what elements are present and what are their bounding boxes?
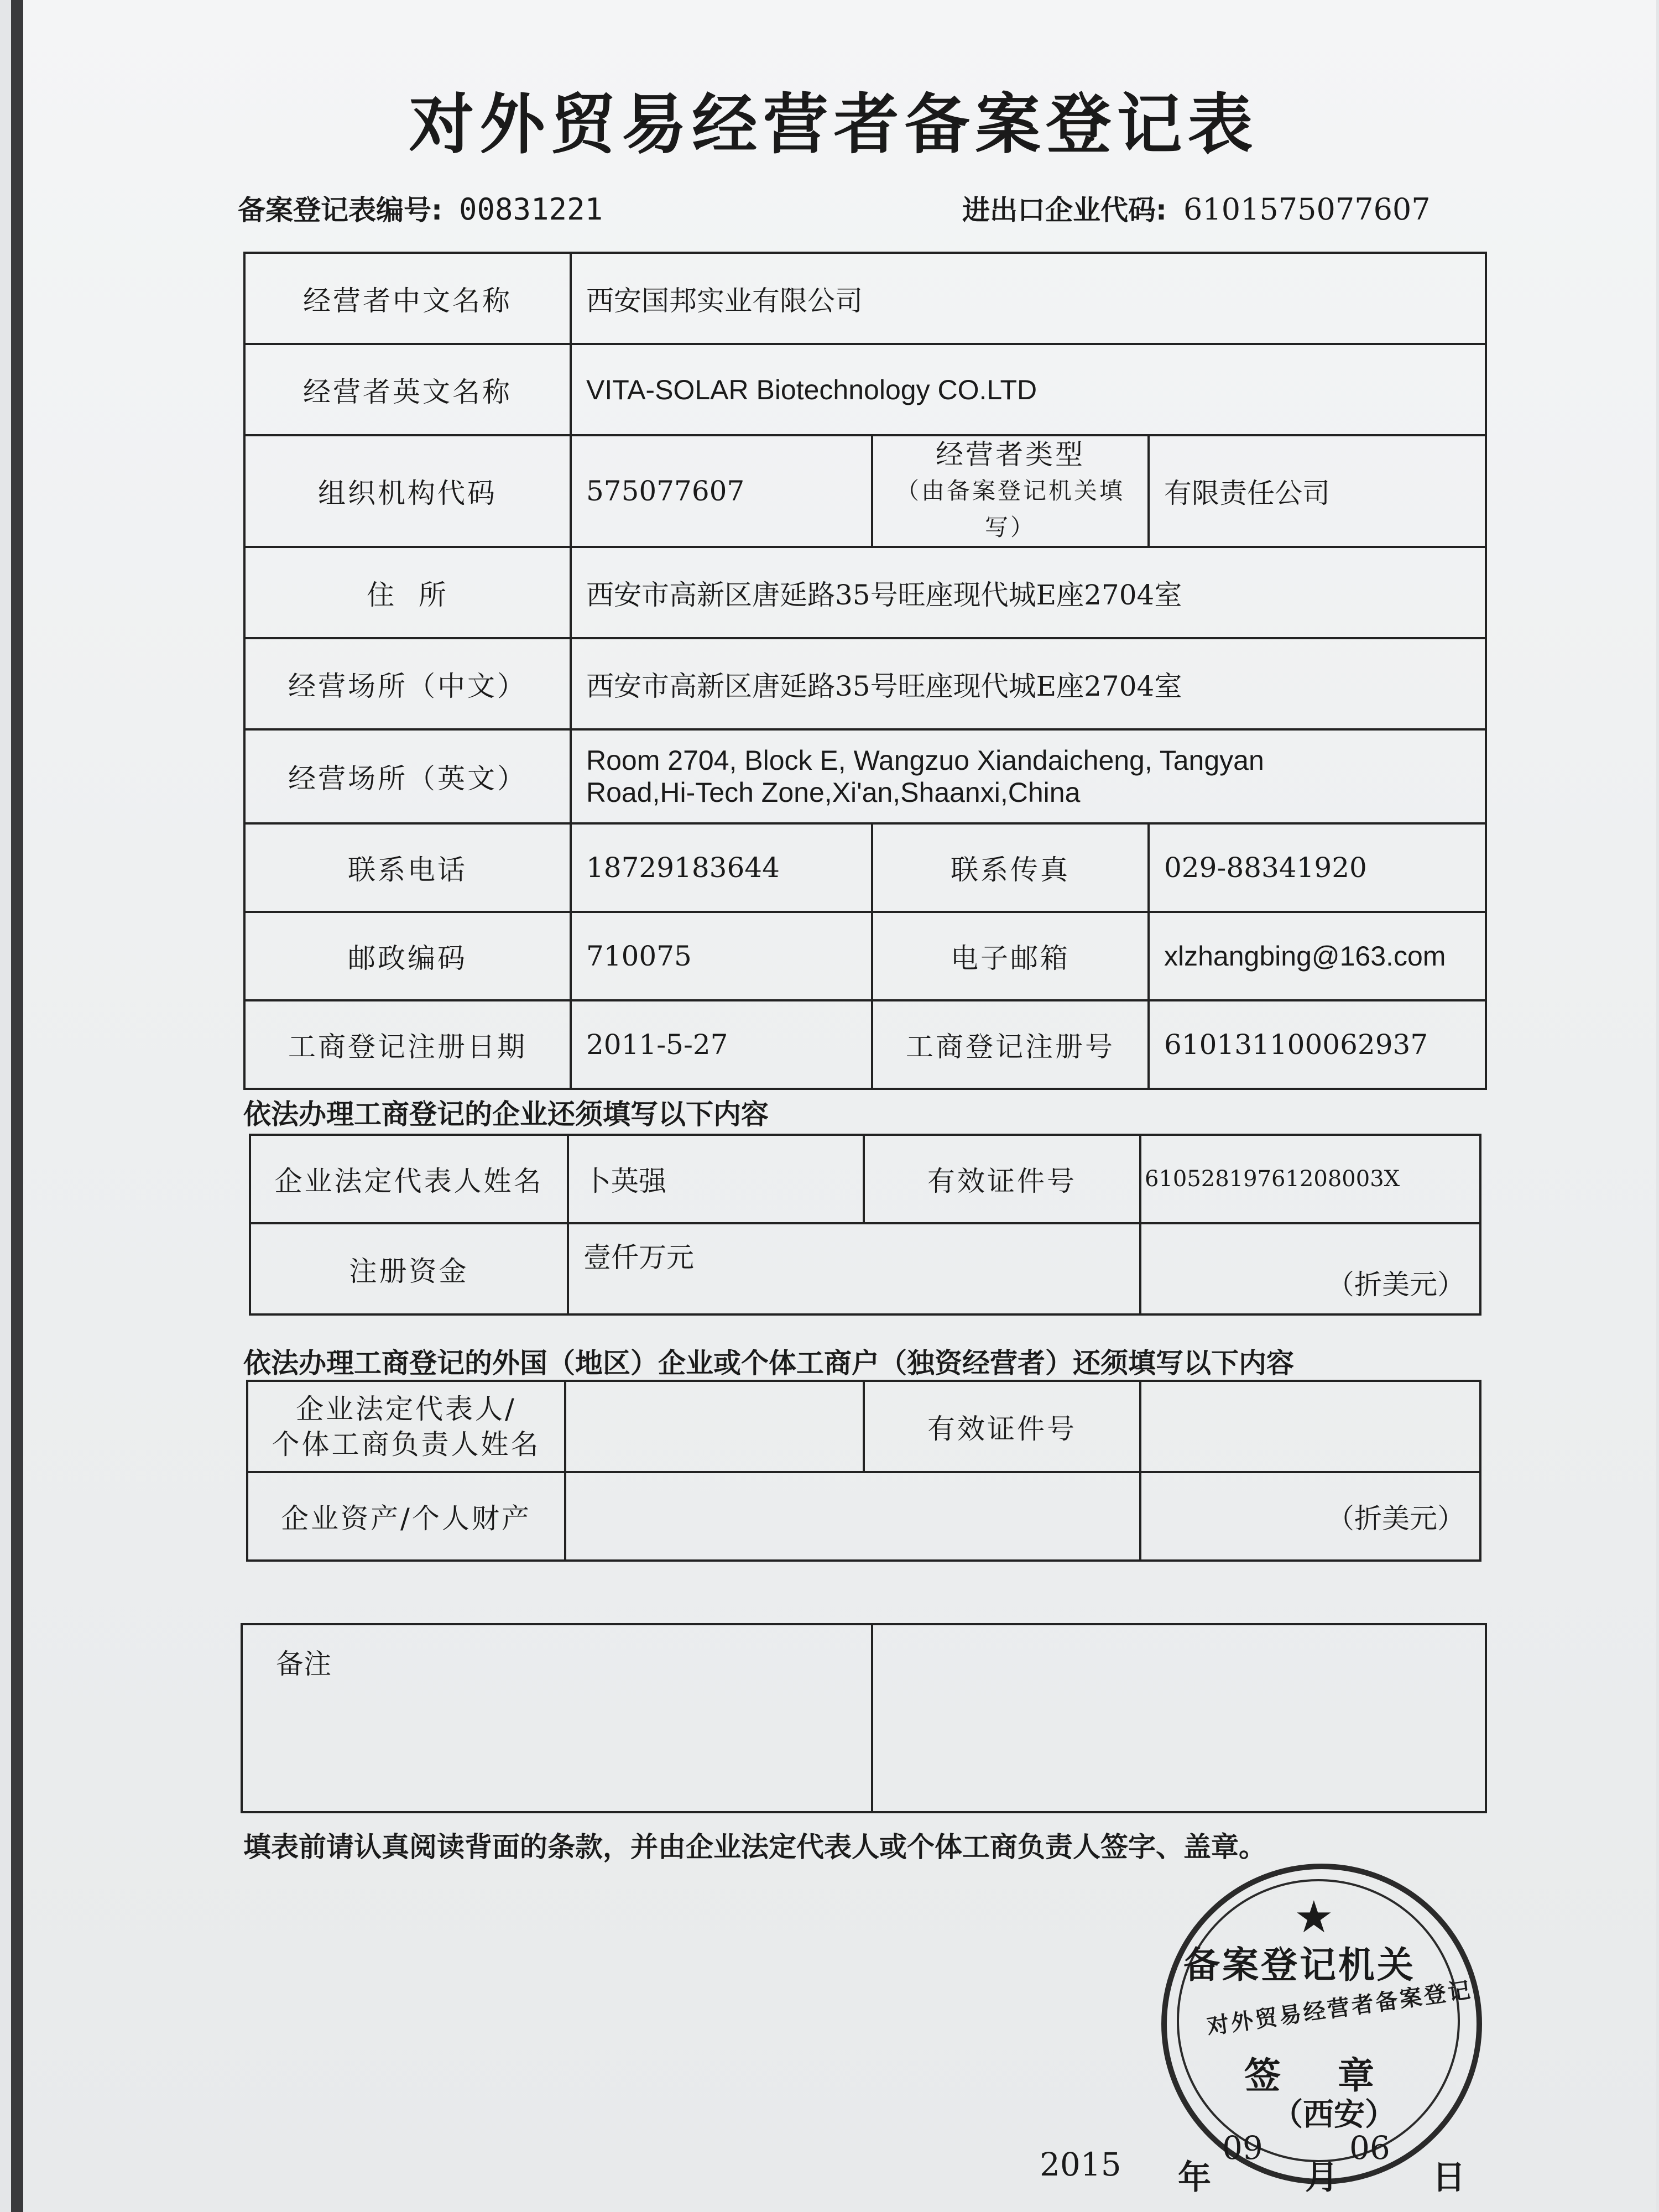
table-row [244, 435, 1486, 547]
date-year-label: 年 09 [1178, 2129, 1263, 2197]
remarks-table [241, 1623, 1487, 1813]
operator-type-label [872, 435, 1149, 547]
address-label: 住 所 [244, 547, 571, 638]
org-code-value: 575077607 [571, 435, 872, 547]
table-row [244, 1000, 1486, 1089]
official-seal [1161, 1864, 1482, 2184]
place-en-line2: Road,Hi-Tech Zone,Xi'an,Shaanxi,China [586, 777, 1081, 808]
table-row [244, 912, 1486, 1000]
authority-label: 备案登记机关 [1183, 1944, 1416, 1986]
place-cn-label: 经营场所（中文） [244, 638, 571, 729]
place-en-label: 经营场所（英文） [244, 729, 571, 823]
foreign-id-label: 有效证件号 [864, 1381, 1140, 1472]
table-row [250, 1135, 1480, 1223]
registration-number-label: 备案登记表编号: [238, 194, 442, 226]
registration-number-value: 00831221 [459, 192, 603, 227]
scan-edge [11, 0, 23, 2212]
enterprise-code [962, 188, 1431, 228]
foreign-id-value [1140, 1381, 1480, 1472]
capital-usd-label: （折美元） [1140, 1223, 1480, 1314]
table-row [247, 1381, 1480, 1472]
operator-type-label-line1: 经营者类型 [936, 439, 1085, 471]
reg-number-value: 610131100062937 [1149, 1000, 1486, 1089]
remarks-label: 备注 [242, 1624, 872, 1812]
place-en-line1: Room 2704, Block E, Wangzuo Xiandaicheng, Tangyan [586, 745, 1264, 776]
reg-number-label: 工商登记注册号 [872, 1000, 1149, 1089]
place-cn-value: 西安市高新区唐延路35号旺座现代城E座2704室 [571, 638, 1486, 729]
table-row [250, 1223, 1480, 1314]
zip-label: 邮政编码 [244, 912, 571, 1000]
section2-heading: 依法办理工商登记的外国（地区）企业或个体工商户（独资经营者）还须填写以下内容 [243, 1347, 1294, 1379]
place-en-value [571, 729, 1486, 823]
id-number-label: 有效证件号 [864, 1135, 1140, 1223]
section1-heading: 依法办理工商登记的企业还须填写以下内容 [243, 1098, 769, 1130]
org-code-label: 组织机构代码 [244, 435, 571, 547]
foreign-rep-value [565, 1381, 864, 1472]
reg-date-value: 2011-5-27 [571, 1000, 872, 1089]
date-month-label: 月 06 [1305, 2129, 1390, 2197]
form-title: 对外贸易经营者备案登记表 [409, 86, 1259, 163]
capital-label: 注册资金 [250, 1223, 568, 1314]
cn-name-value: 西安国邦实业有限公司 [571, 253, 1486, 344]
table-row [242, 1624, 1486, 1812]
legal-rep-label: 企业法定代表人姓名 [250, 1135, 568, 1223]
table-row [244, 547, 1486, 638]
table-row [247, 1472, 1480, 1561]
date-day-value: 06 [1349, 2129, 1390, 2167]
date-year-value: 2015 [1040, 2146, 1121, 2183]
seal-text: 对外贸易经营者备案登记 [1205, 1977, 1474, 2040]
authority-sign-label: 签 章 [1244, 2054, 1396, 2097]
foreign-rep-label-line1: 企业法定代表人/ [296, 1392, 517, 1425]
enterprise-code-label: 进出口企业代码: [962, 194, 1167, 226]
registration-number [238, 188, 603, 228]
date-month-value: 09 [1222, 2129, 1263, 2167]
reg-date-label: 工商登记注册日期 [244, 1000, 571, 1089]
en-name-label: 经营者英文名称 [244, 344, 571, 435]
assets-value [565, 1472, 1140, 1561]
operator-type-value: 有限责任公司 [1149, 435, 1486, 547]
operator-type-label-line2: （由备案登记机关填写） [895, 477, 1125, 541]
document-page [11, 0, 1656, 2212]
cn-name-label: 经营者中文名称 [244, 253, 571, 344]
phone-label: 联系电话 [244, 823, 571, 912]
table-row [244, 823, 1486, 912]
foreign-rep-label-line2: 个体工商负责人姓名 [272, 1428, 541, 1460]
star-icon: ★ [1294, 1891, 1334, 1943]
enterprise-code-value: 6101575077607 [1183, 192, 1431, 227]
assets-label: 企业资产/个人财产 [247, 1472, 565, 1561]
section1-table [249, 1134, 1481, 1316]
seal-city: （西安） [1272, 2097, 1396, 2133]
fax-label: 联系传真 [872, 823, 1149, 912]
foreign-rep-label [247, 1381, 565, 1472]
date-day-label: 日 [1432, 2158, 1465, 2197]
main-form-table [243, 252, 1487, 1090]
footer-note: 填表前请认真阅读背面的条款，并由企业法定代表人或个体工商负责人签字、盖章。 [243, 1831, 1266, 1863]
phone-value: 18729183644 [571, 823, 872, 912]
table-row [244, 729, 1486, 823]
section2-table [246, 1380, 1481, 1562]
email-value: xlzhangbing@163.com [1149, 912, 1486, 1000]
remarks-value [872, 1624, 1486, 1812]
zip-value: 710075 [571, 912, 872, 1000]
id-number-value: 61052819761208003X [1140, 1135, 1480, 1223]
fax-value: 029-88341920 [1149, 823, 1486, 912]
assets-usd-label: （折美元） [1140, 1472, 1480, 1561]
email-label: 电子邮箱 [872, 912, 1149, 1000]
legal-rep-value: 卜英强 [568, 1135, 864, 1223]
capital-value: 壹仟万元 [568, 1223, 1140, 1314]
table-row [244, 638, 1486, 729]
table-row [244, 253, 1486, 344]
table-row [244, 344, 1486, 435]
address-value: 西安市高新区唐延路35号旺座现代城E座2704室 [571, 547, 1486, 638]
en-name-value: VITA-SOLAR Biotechnology CO.LTD [571, 344, 1486, 435]
